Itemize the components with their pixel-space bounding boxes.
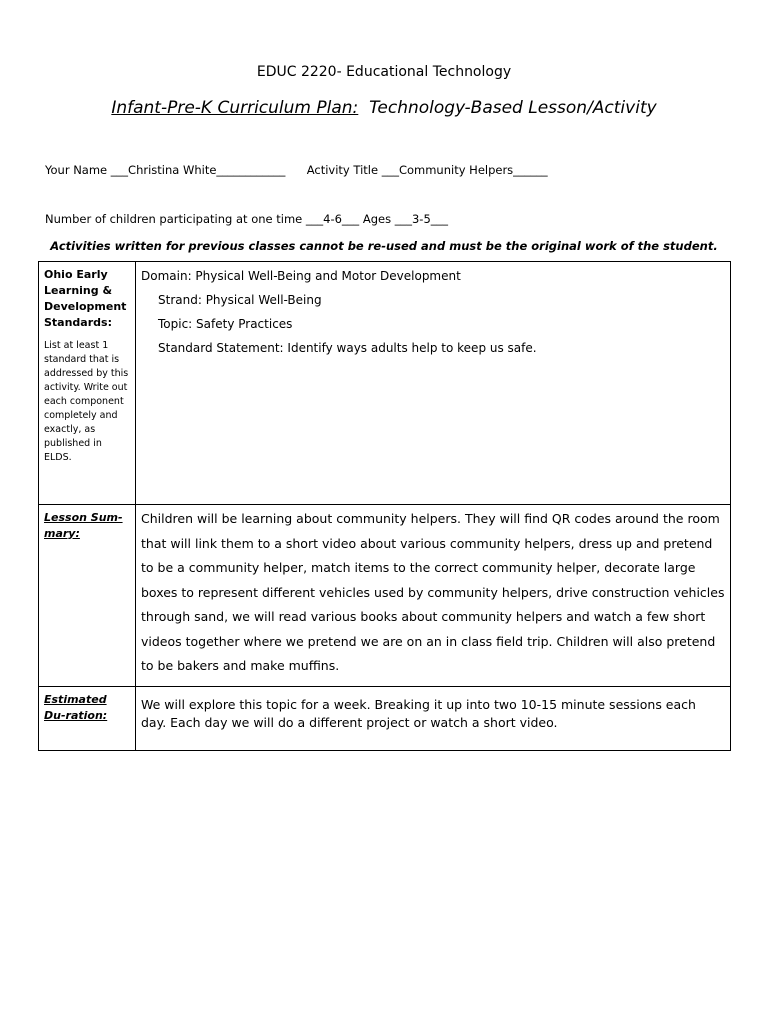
summary-row bbox=[39, 505, 731, 687]
summary-label-cell bbox=[39, 505, 136, 687]
duration-content-cell bbox=[136, 687, 731, 751]
name-value: ___Christina White____________ bbox=[110, 163, 286, 177]
standards-content-cell bbox=[136, 262, 731, 505]
estimated-duration-text: We will explore this topic for a week. Breaking it up into two 10-15 minute sessions each day. Each day we will do a different project or watch a short video. bbox=[141, 697, 696, 730]
originality-notice: Activities written for previous classes cannot be re-used and must be the original work of the student. bbox=[50, 239, 718, 253]
standard-domain: Domain: Physical Well-Being and Motor Development bbox=[141, 269, 461, 283]
ages-label: Ages bbox=[362, 212, 392, 226]
children-count-value: ___4-6___ bbox=[305, 212, 360, 226]
activity-title-value: ___Community Helpers______ bbox=[381, 163, 548, 177]
standard-statement: Standard Statement: Identify ways adults help to keep us safe. bbox=[158, 341, 537, 355]
plan-title-subtitle: Technology-Based Lesson/Activity bbox=[369, 98, 657, 118]
curriculum-plan-table bbox=[38, 261, 731, 751]
standards-label: Ohio Early Learning & Development Standards: bbox=[44, 268, 127, 329]
summary-label: Lesson Sum-mary: bbox=[44, 511, 123, 540]
plan-title-main: Infant-Pre-K Curriculum Plan: bbox=[111, 98, 359, 118]
participants-row bbox=[45, 212, 448, 226]
standard-topic: Topic: Safety Practices bbox=[158, 317, 293, 331]
standards-label-cell bbox=[39, 262, 136, 505]
standards-instructions: List at least 1 standard that is addressed by this activity. Write out each component completely and exactly, as published in ELDS. bbox=[44, 340, 129, 463]
plan-title bbox=[0, 98, 768, 118]
summary-content-cell bbox=[136, 505, 731, 687]
standards-row bbox=[39, 262, 731, 505]
children-count-label: Number of children participating at one time bbox=[45, 212, 303, 226]
ages-value: ___3-5___ bbox=[394, 212, 449, 226]
activity-title-label: Activity Title bbox=[306, 163, 379, 177]
duration-label-cell bbox=[39, 687, 136, 751]
course-title: EDUC 2220- Educational Technology bbox=[256, 64, 512, 80]
lesson-summary-text: Children will be learning about community helpers. They will find QR codes around the room that will link them to a short video about various community helpers, dress up and pretend to be a community helper, match items to the correct community helper, decorate large boxes to represent different vehicles used by community helpers, drive construction vehicles through sand, we will read various books about community helpers and watch a few short videos together where we pretend we are on an in class field trip. Children will also pretend to be bakers and make muffins. bbox=[141, 511, 725, 673]
duration-label: Estimated Du-ration: bbox=[44, 693, 108, 722]
standard-strand: Strand: Physical Well-Being bbox=[158, 293, 322, 307]
duration-row bbox=[39, 687, 731, 751]
name-label: Your Name bbox=[45, 163, 108, 177]
name-activity-row bbox=[45, 163, 548, 177]
